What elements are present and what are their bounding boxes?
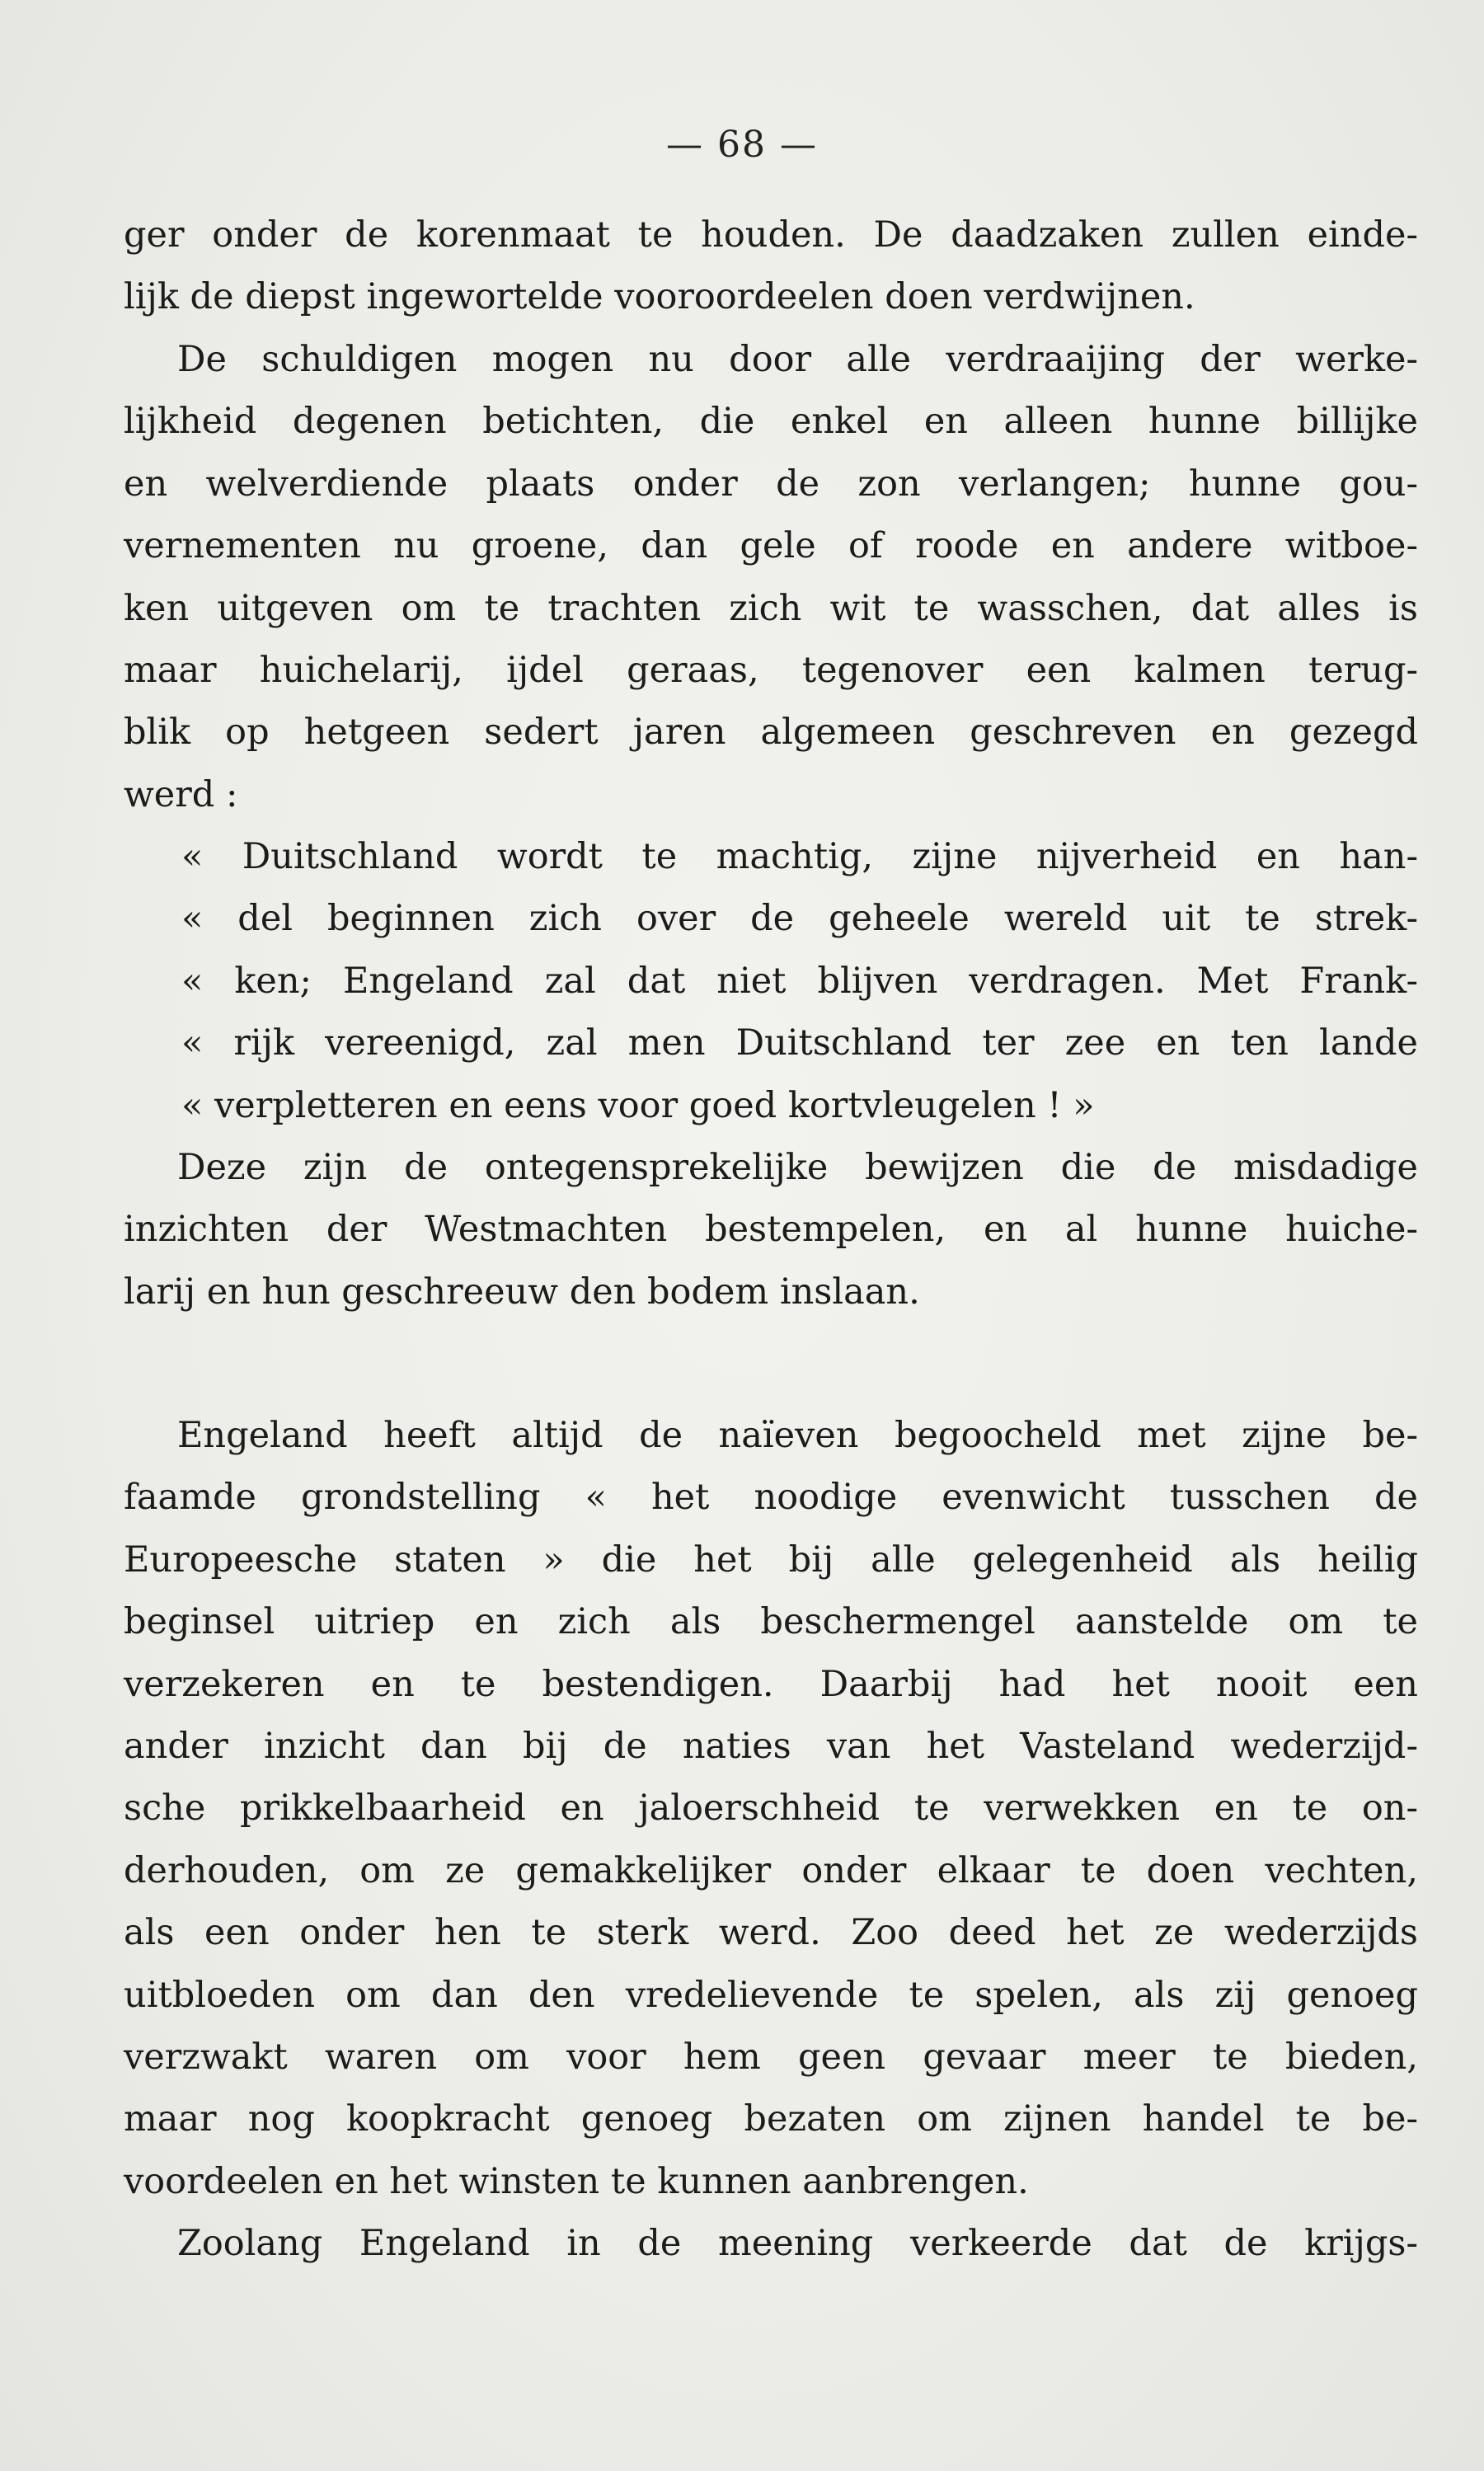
paragraph-1 bbox=[124, 204, 1418, 329]
text-line: ken uitgeven om te trachten zich wit te wasschen, dat alles is bbox=[124, 587, 1418, 629]
text-line: als een onder hen te sterk werd. Zoo deed het ze wederzijds bbox=[124, 1912, 1418, 1954]
text-line: Deze zijn de ontegensprekelijke bewijzen die de misdadige bbox=[177, 1147, 1418, 1188]
text-line: maar nog koopkracht genoeg bezaten om zijnen handel te be- bbox=[124, 2098, 1418, 2140]
text-line: sche prikkelbaarheid en jaloerschheid te verwekken en te on- bbox=[124, 1787, 1418, 1830]
quote-line: « verpletteren en eens voor goed kortvleugelen ! » bbox=[181, 1084, 1095, 1126]
paragraph-2 bbox=[124, 329, 1418, 826]
text-line: ander inzicht dan bij de naties van het Vasteland wederzijd- bbox=[124, 1726, 1418, 1768]
text-line: lijk de diepst ingewortelde vooroordeelen doen verdwijnen. bbox=[124, 276, 1195, 318]
text-line: verzekeren en te bestendigen. Daarbij had het nooit een bbox=[124, 1663, 1418, 1705]
text-line: Engeland heeft altijd de naïeven begoocheld met zijne be- bbox=[177, 1415, 1418, 1456]
page-number: — 68 — bbox=[666, 124, 818, 166]
quote-line: « ken; Engeland zal dat niet blijven verdragen. Met Frank- bbox=[181, 960, 1418, 1002]
text-line: blik op hetgeen sedert jaren algemeen geschreven en gezegd bbox=[124, 712, 1418, 754]
text-line: lijkheid degenen betichten, die enkel en alleen hunne billijke bbox=[124, 401, 1418, 443]
text-line: uitbloeden om dan den vredelievende te spelen, als zij genoeg bbox=[124, 1974, 1418, 2016]
paragraph-4 bbox=[124, 1137, 1418, 1323]
text-line: derhouden, om ze gemakkelijker onder elkaar te doen vechten, bbox=[124, 1849, 1418, 1891]
text-line: vernementen nu groene, dan gele of roode en andere witboe- bbox=[124, 525, 1418, 567]
text-line: maar huichelarij, ijdel geraas, tegenover een kalmen terug- bbox=[124, 650, 1418, 692]
paragraph-5 bbox=[124, 1405, 1418, 2213]
quote-line: « Duitschland wordt te machtig, zijne nijverheid en han- bbox=[181, 836, 1418, 877]
quote-line: « del beginnen zich over de geheele wereld uit te strek- bbox=[181, 898, 1418, 940]
quote-line: « rijk vereenigd, zal men Duitschland ter zee en ten lande bbox=[181, 1022, 1418, 1064]
text-line: De schuldigen mogen nu door alle verdraaijing der werke- bbox=[177, 339, 1418, 380]
text-line: en welverdiende plaats onder de zon verlangen; hunne gou- bbox=[124, 463, 1418, 505]
text-line: werd : bbox=[124, 773, 238, 815]
text-line: ger onder de korenmaat te houden. De daadzaken zullen einde- bbox=[124, 214, 1418, 256]
text-line: inzichten der Westmachten bestempelen, en al hunne huiche- bbox=[124, 1209, 1418, 1251]
text-line: Europeesche staten » die het bij alle gelegenheid als heilig bbox=[124, 1539, 1418, 1581]
text-line: faamde grondstelling « het noodige evenwicht tusschen de bbox=[124, 1477, 1418, 1519]
quotation-block bbox=[124, 826, 1418, 1137]
paragraph-6 bbox=[124, 2213, 1418, 2275]
text-line: voordeelen en het winsten te kunnen aanbrengen. bbox=[124, 2160, 1029, 2202]
text-line: Zoolang Engeland in de meening verkeerde dat de krijgs- bbox=[177, 2223, 1418, 2264]
text-line: verzwakt waren om voor hem geen gevaar meer te bieden, bbox=[124, 2036, 1418, 2079]
text-line: beginsel uitriep en zich als beschermengel aanstelde om te bbox=[124, 1601, 1418, 1643]
text-line: larij en hun geschreeuw den bodem inslaan. bbox=[124, 1271, 920, 1313]
